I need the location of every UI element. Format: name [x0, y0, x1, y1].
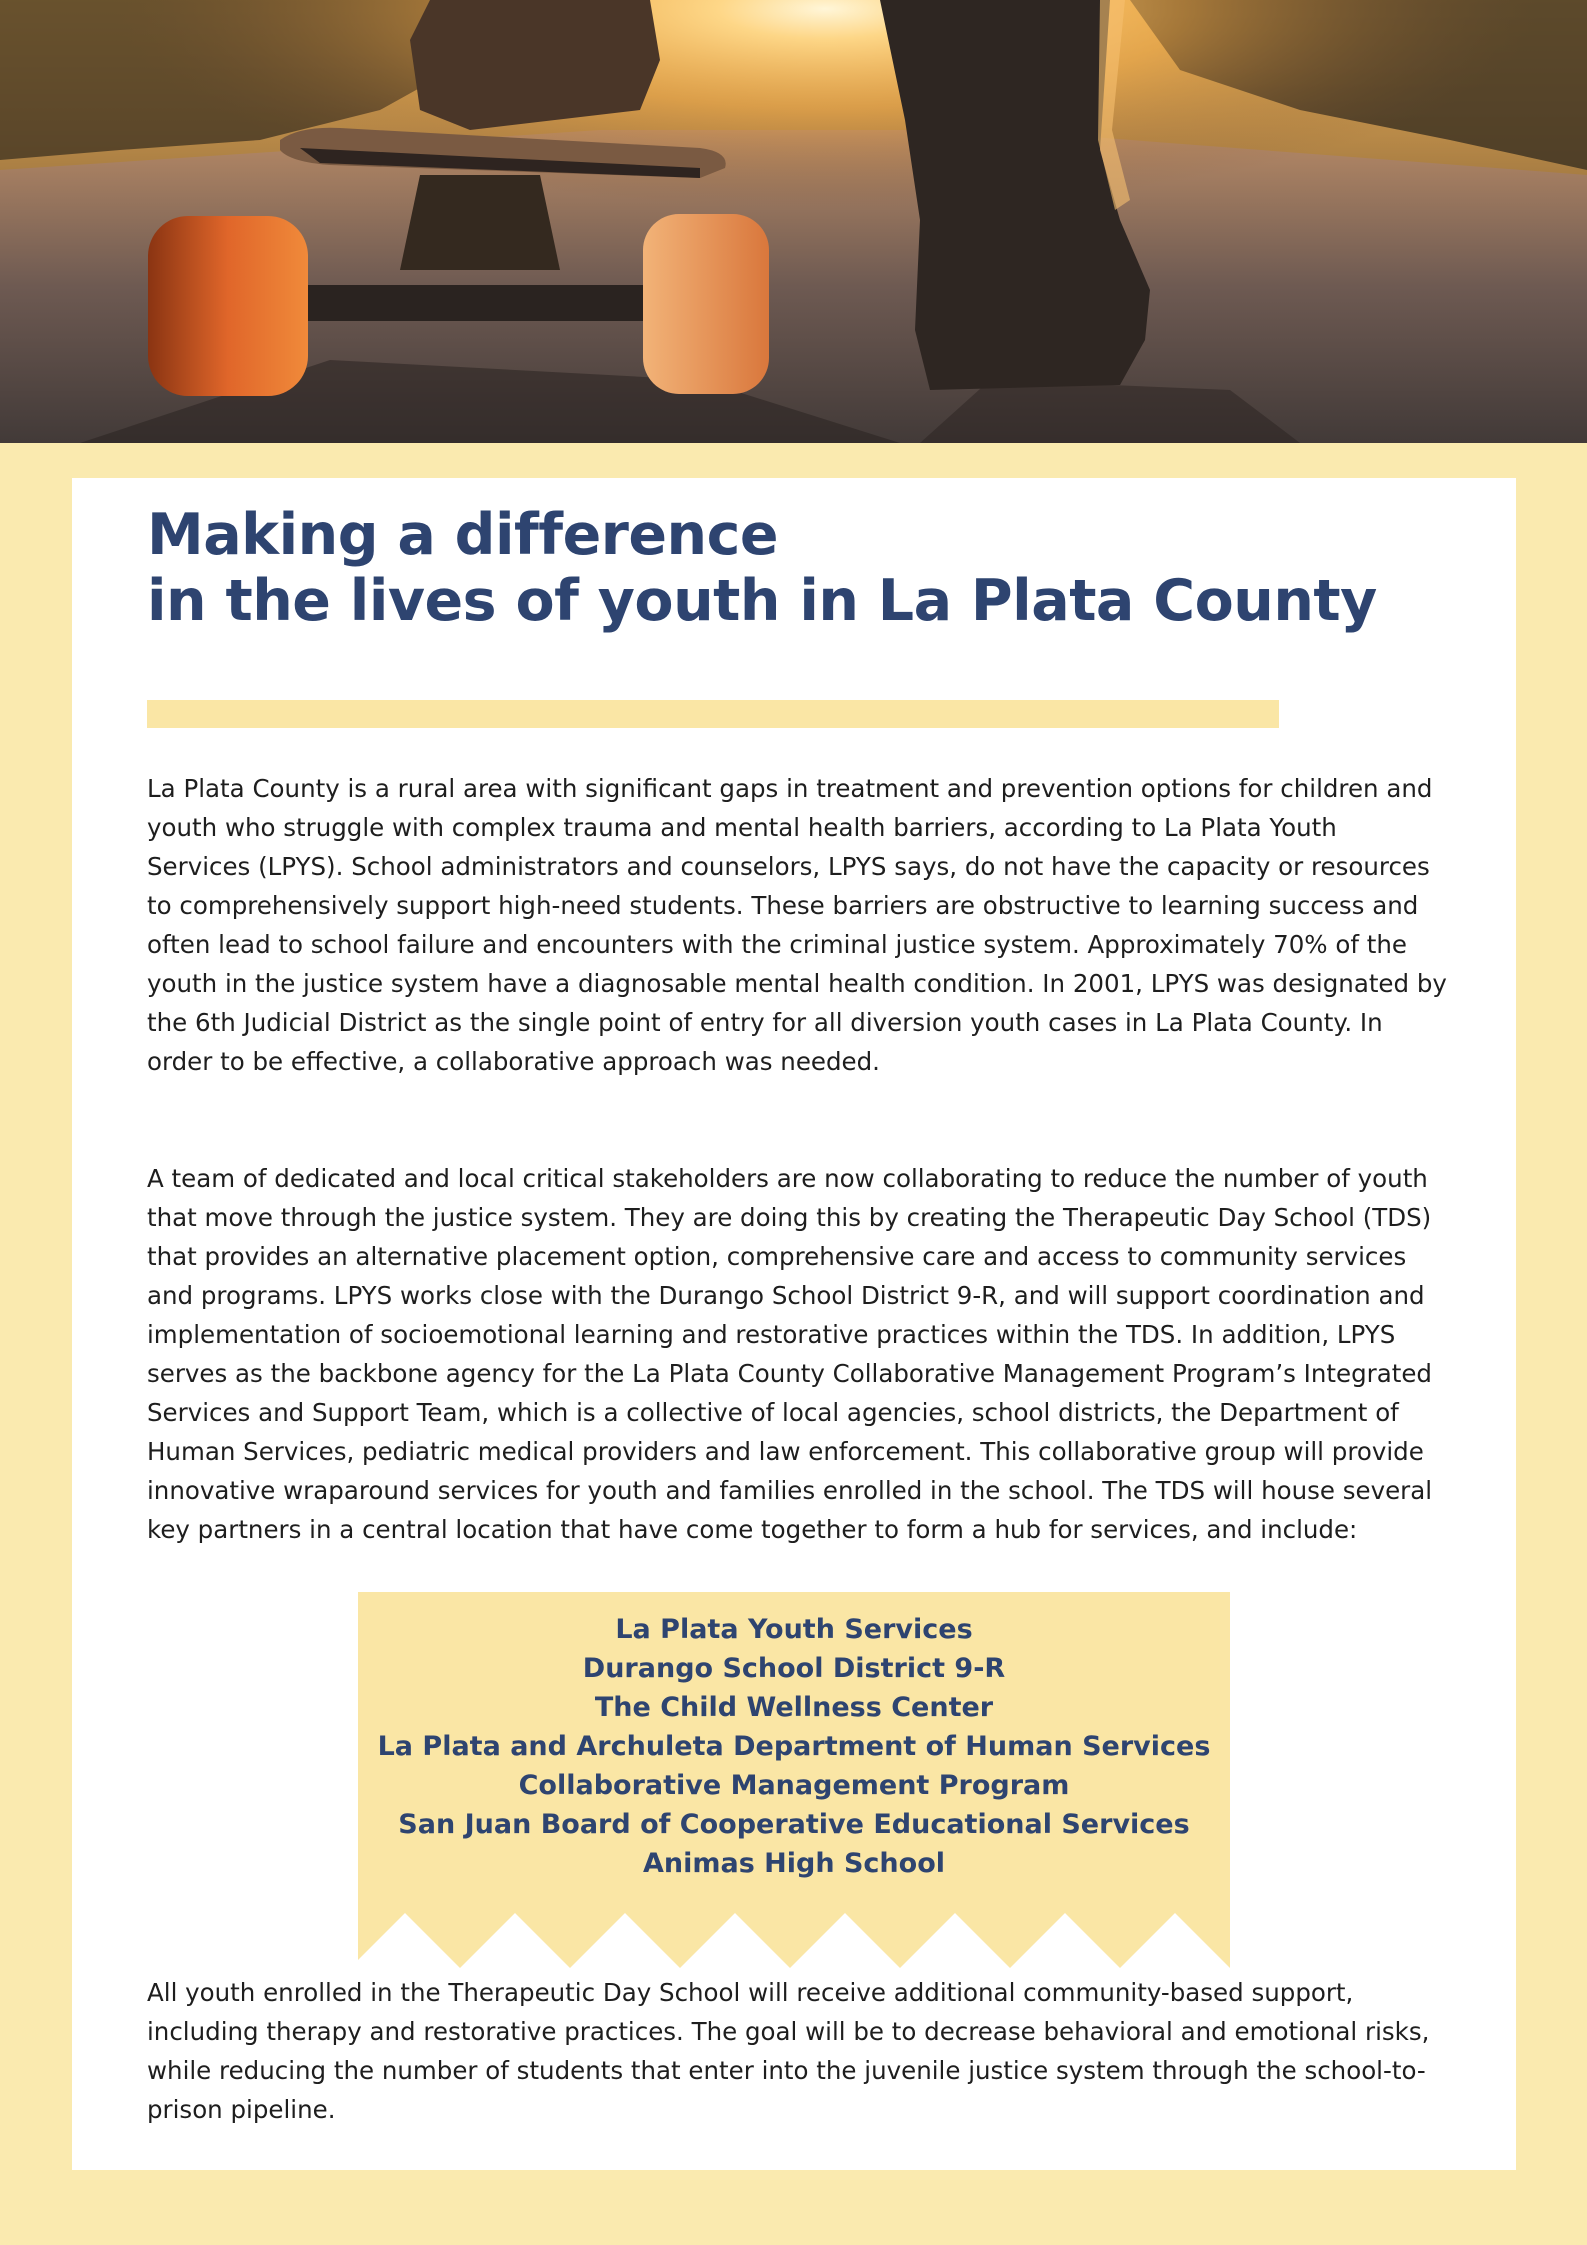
partner-item: San Juan Board of Cooperative Educational Services — [398, 1809, 1190, 1840]
stakeholders-paragraph: A team of dedicated and local critical stakeholders are now collaborating to reduce the number of youth that move through the justice system. They are doing this by creating the Therapeutic Day School (TDS) that provides an alternative placement option, comprehensive care and access to community services and programs. LPYS works close with the Durango School District 9-R, and will support coordination and implementation of socioemotional learning and restorative practices within the TDS. In addition, LPYS serves as the backbone agency for the La Plata County Collaborative Management Program’s Integrated Services and Support Team, which is a collective of local agencies, school districts, the Department of Human Services, pediatric medical providers and law enforcement. This collaborative group will provide innovative wraparound services for youth and families enrolled in the school. The TDS will house several key partners in a central location that have come together to form a hub for services, and include: — [147, 1164, 1433, 1544]
page-title — [147, 502, 1377, 634]
partner-item: The Child Wellness Center — [594, 1692, 994, 1723]
partner-item: Durango School District 9-R — [582, 1653, 1006, 1684]
title-line-1: Making a difference — [147, 502, 779, 568]
partner-item: Animas High School — [642, 1848, 946, 1879]
closing-paragraph: All youth enrolled in the Therapeutic Day School will receive additional community-based support, including therapy and restorative practices. The goal will be to decrease behavioral and emotional risks, while reducing the number of students that enter into the juvenile justice system through the school-to-prison pipeline. — [147, 1978, 1430, 2124]
accent-divider — [147, 700, 1279, 728]
partner-item: Collaborative Management Program — [518, 1770, 1070, 1801]
hero-image — [0, 0, 1587, 443]
partner-item: La Plata Youth Services — [615, 1614, 973, 1645]
intro-paragraph: La Plata County is a rural area with significant gaps in treatment and prevention options for children and youth who struggle with complex trauma and mental health barriers, according to La Plata Youth Services (LPYS). School administrators and counselors, LPYS says, do not have the capacity or resources to comprehensively support high-need students. These barriers are obstructive to learning success and often lead to school failure and encounters with the criminal justice system. Approximately 70% of the youth in the justice system have a diagnosable mental health condition. In 2001, LPYS was designated by the 6th Judicial District as the single point of entry for all diversion youth cases in La Plata County. In order to be effective, a collaborative approach was needed. — [147, 774, 1447, 1076]
partner-item: La Plata and Archuleta Department of Human Services — [377, 1731, 1211, 1762]
partner-list — [358, 1610, 1230, 1883]
title-line-2: in the lives of youth in La Plata County — [147, 568, 1377, 634]
content-card — [72, 478, 1516, 2170]
partners-callout — [358, 1592, 1230, 1968]
